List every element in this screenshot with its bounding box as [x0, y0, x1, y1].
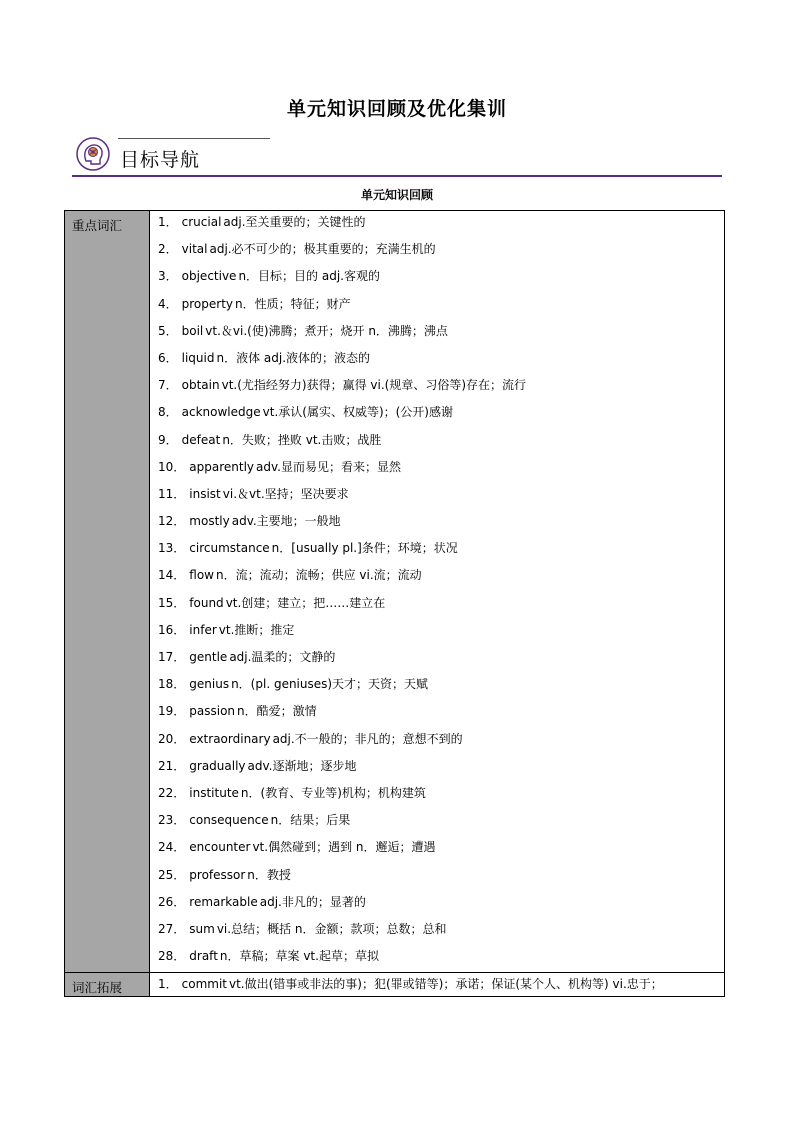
item-number: 16． — [158, 622, 186, 637]
item-word: mostly — [189, 514, 230, 529]
item-definition: vt.＆vi.(使)沸腾；煮开；烧开 n．沸腾；沸点 — [205, 323, 448, 338]
item-definition: n．结果；后果 — [270, 813, 351, 828]
item-word: property — [181, 296, 234, 311]
item-number: 4． — [158, 296, 178, 311]
item-definition: adj.非凡的；显著的 — [259, 894, 366, 909]
item-word: extraordinary — [189, 731, 271, 746]
vocab-item — [158, 429, 724, 456]
vocabulary-table — [64, 210, 725, 997]
item-word: acknowledge — [181, 405, 261, 420]
vocab-item — [158, 592, 724, 619]
vocab-item — [158, 347, 724, 374]
item-number: 3． — [158, 269, 178, 284]
vocab-item — [158, 728, 724, 755]
item-number: 23． — [158, 813, 186, 828]
item-definition: vt.(尤指经努力)获得；赢得 vi.(规章、习俗等)存在；流行 — [221, 378, 527, 393]
item-word: crucial — [181, 215, 222, 229]
target-navigation-header — [72, 134, 722, 178]
section-title: 单元知识回顾 — [360, 188, 433, 202]
vocab-item — [158, 809, 724, 836]
item-definition: n．失败；挫败 vt.击败；战胜 — [222, 432, 382, 447]
item-definition: n．液体 adj.液体的；液态的 — [216, 350, 371, 365]
vocab-item — [158, 864, 724, 891]
item-number: 27． — [158, 921, 186, 936]
item-number: 25． — [158, 867, 186, 882]
item-number: 2． — [158, 242, 178, 257]
category-row — [65, 211, 725, 973]
item-word: liquid — [181, 350, 215, 365]
item-word: apparently — [189, 459, 255, 474]
item-definition: n．(教育、专业等)机构；机构建筑 — [240, 785, 426, 800]
vocab-item — [158, 456, 724, 483]
item-word: infer — [189, 622, 217, 637]
category-row — [65, 973, 725, 997]
item-word: insist — [189, 486, 221, 501]
item-word: gentle — [189, 650, 228, 664]
item-number: 21． — [158, 758, 186, 773]
item-definition: adv.逐渐地；逐步地 — [247, 758, 357, 773]
vocab-item — [158, 537, 724, 564]
item-word: gradually — [189, 758, 246, 773]
item-definition: n．酷爱；激情 — [237, 704, 317, 719]
category-label: 词汇拓展 — [65, 973, 150, 997]
item-word: vital — [181, 242, 208, 257]
item-word: defeat — [181, 432, 221, 447]
item-number: 14． — [158, 568, 186, 583]
item-word: circumstance — [189, 541, 270, 556]
item-definition: adv.显而易见；看来；显然 — [256, 459, 401, 474]
item-word: obtain — [181, 378, 220, 393]
item-number: 1． — [158, 215, 178, 229]
item-number: 5． — [158, 323, 178, 338]
item-definition: vi.总结；概括 n．金额；款项；总数；总和 — [216, 921, 447, 936]
item-word: institute — [189, 785, 239, 800]
item-definition: adj.必不可少的；极其重要的；充满生机的 — [209, 242, 436, 257]
category-items — [150, 211, 725, 973]
item-definition: n．目标；目的 adj.客观的 — [238, 269, 380, 284]
item-word: genius — [189, 677, 230, 692]
vocab-item — [158, 673, 724, 700]
item-number: 9． — [158, 432, 178, 447]
item-word: professor — [189, 867, 246, 882]
item-definition: adj.不一般的；非凡的；意想不到的 — [272, 731, 463, 746]
item-definition: adj.温柔的；文静的 — [229, 650, 336, 664]
item-number: 22． — [158, 785, 186, 800]
item-number: 11． — [158, 486, 186, 501]
item-number: 24． — [158, 840, 186, 855]
category-items — [150, 973, 725, 997]
nav-top-rule — [118, 138, 270, 139]
item-word: encounter — [189, 840, 251, 855]
item-number: 10． — [158, 459, 186, 474]
item-number: 26． — [158, 894, 186, 909]
item-definition: n．(pl. geniuses)天才；天资；天赋 — [231, 677, 429, 692]
item-number: 19． — [158, 704, 186, 719]
item-definition: n．流；流动；流畅；供应 vi.流；流动 — [216, 568, 422, 583]
vocab-item — [158, 755, 724, 782]
item-definition: n．性质；特征；财产 — [235, 296, 351, 311]
vocab-item — [158, 564, 724, 591]
item-definition: vt.创建；建立；把……建立在 — [225, 595, 386, 610]
item-word: passion — [189, 704, 236, 719]
item-word: remarkable — [189, 894, 258, 909]
item-number: 6． — [158, 350, 178, 365]
item-number: 13． — [158, 541, 186, 556]
item-definition: vt.做出(错事或非法的事)；犯(罪或错等)；承诺；保证(某个人、机构等) vi.忠于； — [229, 977, 663, 992]
document-title: 单元知识回顾及优化集训 — [286, 98, 507, 120]
item-word: sum — [189, 921, 215, 936]
vocab-item — [158, 320, 724, 347]
vocab-item — [158, 510, 724, 537]
item-definition: n．教授 — [247, 867, 291, 882]
item-word: commit — [181, 977, 227, 992]
vocab-item — [158, 401, 724, 428]
vocab-item — [158, 293, 724, 320]
vocab-item — [158, 891, 724, 918]
item-word: found — [189, 595, 224, 610]
vocab-item — [158, 973, 724, 993]
item-number: 15． — [158, 595, 186, 610]
item-word: draft — [189, 949, 218, 964]
item-definition: n．草稿；草案 vt.起草；草拟 — [219, 949, 379, 964]
vocab-item — [158, 700, 724, 727]
vocab-item — [158, 782, 724, 809]
item-number: 18． — [158, 677, 186, 692]
item-definition: vt.推断；推定 — [218, 622, 295, 637]
item-number: 12． — [158, 514, 186, 529]
category-label: 重点词汇 — [65, 211, 150, 973]
item-word: consequence — [189, 813, 269, 828]
vocab-item — [158, 483, 724, 510]
item-definition: vt.偶然碰到；遇到 n．邂逅；遭遇 — [252, 840, 436, 855]
item-number: 20． — [158, 731, 186, 746]
item-number: 28． — [158, 949, 186, 964]
vocab-item — [158, 211, 724, 238]
item-word: flow — [189, 568, 214, 583]
vocab-item — [158, 646, 724, 673]
nav-divider — [72, 175, 722, 177]
item-definition: adj.至关重要的；关键性的 — [223, 215, 366, 229]
vocab-item — [158, 265, 724, 292]
item-definition: vt.承认(属实、权威等)；(公开)感谢 — [262, 405, 453, 420]
item-word: objective — [181, 269, 237, 284]
item-number: 8． — [158, 405, 178, 420]
item-definition: n．[usually pl.]条件；环境；状况 — [271, 541, 458, 556]
brain-head-icon — [76, 137, 110, 171]
vocab-item — [158, 918, 724, 945]
item-definition: adv.主要地；一般地 — [231, 514, 341, 529]
item-word: boil — [181, 323, 204, 338]
item-number: 7． — [158, 378, 178, 393]
nav-label: 目标导航 — [120, 149, 201, 171]
item-definition: vi.＆vt.坚持；坚决要求 — [222, 486, 349, 501]
vocab-item — [158, 238, 724, 265]
vocab-item — [158, 836, 724, 863]
vocab-item — [158, 374, 724, 401]
item-number: 17． — [158, 650, 186, 664]
vocab-item — [158, 619, 724, 646]
item-number: 1． — [158, 977, 178, 992]
vocab-item — [158, 945, 724, 972]
